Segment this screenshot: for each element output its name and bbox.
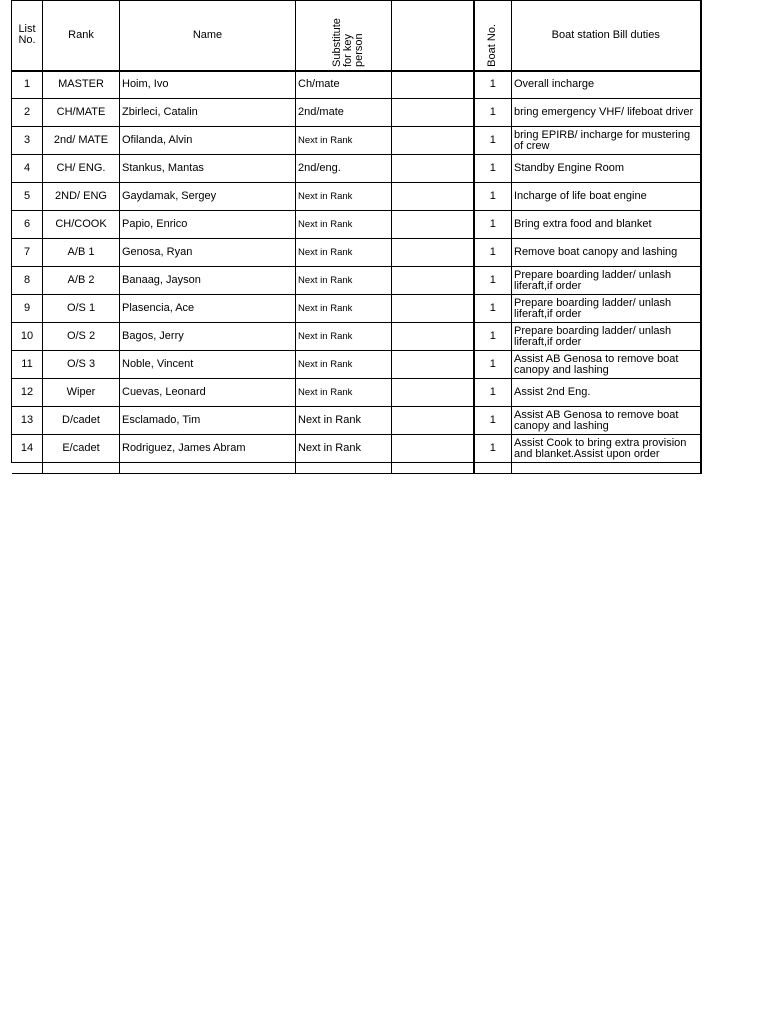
cell-name: Genosa, Ryan xyxy=(120,239,296,267)
cell-duties: Bring extra food and blanket xyxy=(512,211,701,239)
cell-substitute: Next in Rank xyxy=(296,267,392,295)
cell-name: Stankus, Mantas xyxy=(120,155,296,183)
empty-cell xyxy=(120,463,296,474)
cell-rank: A/B 2 xyxy=(43,267,120,295)
cell-substitute: Ch/mate xyxy=(296,71,392,99)
cell-list-no: 3 xyxy=(12,127,43,155)
cell-extra xyxy=(392,127,474,155)
cell-boat-no: 1 xyxy=(474,435,512,463)
cell-duties: Assist 2nd Eng. xyxy=(512,379,701,407)
cell-rank: CH/ ENG. xyxy=(43,155,120,183)
cell-name: Ofilanda, Alvin xyxy=(120,127,296,155)
cell-rank: CH/MATE xyxy=(43,99,120,127)
header-row xyxy=(12,1,701,71)
cell-substitute: Next in Rank xyxy=(296,127,392,155)
cell-substitute: Next in Rank xyxy=(296,407,392,435)
cell-list-no: 8 xyxy=(12,267,43,295)
cell-extra xyxy=(392,323,474,351)
table-row xyxy=(12,71,701,99)
table-row xyxy=(12,407,701,435)
cell-extra xyxy=(392,351,474,379)
cell-substitute: 2nd/eng. xyxy=(296,155,392,183)
header-substitute-cell xyxy=(296,1,392,71)
cell-rank: O/S 2 xyxy=(43,323,120,351)
cell-name: Banaag, Jayson xyxy=(120,267,296,295)
cell-list-no: 5 xyxy=(12,183,43,211)
header-boat-no-cell xyxy=(474,1,512,71)
cell-extra xyxy=(392,211,474,239)
cell-rank: 2ND/ ENG xyxy=(43,183,120,211)
cell-list-no: 9 xyxy=(12,295,43,323)
cell-boat-no: 1 xyxy=(474,183,512,211)
table-row xyxy=(12,435,701,463)
cell-duties: Assist AB Genosa to remove boat canopy and lashing xyxy=(512,351,701,379)
cell-extra xyxy=(392,99,474,127)
empty-cell xyxy=(43,463,120,474)
cell-extra xyxy=(392,155,474,183)
cell-rank: O/S 1 xyxy=(43,295,120,323)
cell-extra xyxy=(392,407,474,435)
empty-row xyxy=(12,463,701,474)
header-substitute: Substitute for key person xyxy=(330,17,365,67)
cell-name: Zbirleci, Catalin xyxy=(120,99,296,127)
cell-substitute: Next in Rank xyxy=(296,323,392,351)
cell-name: Hoim, Ivo xyxy=(120,71,296,99)
cell-list-no: 14 xyxy=(12,435,43,463)
header-list-no: List No. xyxy=(12,1,43,71)
table-row xyxy=(12,99,701,127)
cell-extra xyxy=(392,183,474,211)
table-row xyxy=(12,351,701,379)
cell-boat-no: 1 xyxy=(474,239,512,267)
table-row xyxy=(12,267,701,295)
cell-list-no: 11 xyxy=(12,351,43,379)
cell-substitute: 2nd/mate xyxy=(296,99,392,127)
cell-extra xyxy=(392,379,474,407)
cell-substitute: Next in Rank xyxy=(296,351,392,379)
cell-boat-no: 1 xyxy=(474,323,512,351)
cell-substitute: Next in Rank xyxy=(296,295,392,323)
cell-extra xyxy=(392,239,474,267)
cell-duties: Assist AB Genosa to remove boat canopy and lashing xyxy=(512,407,701,435)
cell-boat-no: 1 xyxy=(474,407,512,435)
cell-boat-no: 1 xyxy=(474,379,512,407)
cell-name: Bagos, Jerry xyxy=(120,323,296,351)
cell-duties: Incharge of life boat engine xyxy=(512,183,701,211)
cell-duties: Prepare boarding ladder/ unlash liferaft,if order xyxy=(512,267,701,295)
cell-rank: MASTER xyxy=(43,71,120,99)
header-extra xyxy=(392,1,474,71)
cell-boat-no: 1 xyxy=(474,267,512,295)
cell-boat-no: 1 xyxy=(474,155,512,183)
empty-cell xyxy=(392,463,474,474)
cell-rank: Wiper xyxy=(43,379,120,407)
cell-name: Rodriguez, James Abram xyxy=(120,435,296,463)
cell-substitute: Next in Rank xyxy=(296,211,392,239)
cell-boat-no: 1 xyxy=(474,127,512,155)
table-row xyxy=(12,211,701,239)
cell-boat-no: 1 xyxy=(474,71,512,99)
boat-station-bill-table xyxy=(11,0,702,474)
cell-extra xyxy=(392,295,474,323)
cell-duties: Assist Cook to bring extra provision and blanket.Assist upon order xyxy=(512,435,701,463)
table-row xyxy=(12,183,701,211)
cell-substitute: Next in Rank xyxy=(296,435,392,463)
empty-cell xyxy=(12,463,43,474)
cell-name: Noble, Vincent xyxy=(120,351,296,379)
empty-cell xyxy=(474,463,512,474)
header-rank: Rank xyxy=(43,1,120,71)
cell-list-no: 6 xyxy=(12,211,43,239)
cell-name: Plasencia, Ace xyxy=(120,295,296,323)
table-row xyxy=(12,379,701,407)
cell-list-no: 12 xyxy=(12,379,43,407)
table-row xyxy=(12,239,701,267)
table-row xyxy=(12,295,701,323)
header-boat-no: Boat No. xyxy=(486,23,499,67)
cell-list-no: 1 xyxy=(12,71,43,99)
cell-substitute: Next in Rank xyxy=(296,379,392,407)
cell-list-no: 4 xyxy=(12,155,43,183)
cell-duties: bring emergency VHF/ lifeboat driver xyxy=(512,99,701,127)
cell-name: Esclamado, Tim xyxy=(120,407,296,435)
cell-extra xyxy=(392,435,474,463)
cell-boat-no: 1 xyxy=(474,351,512,379)
cell-duties: Overall incharge xyxy=(512,71,701,99)
cell-list-no: 7 xyxy=(12,239,43,267)
cell-duties: bring EPIRB/ incharge for mustering of crew xyxy=(512,127,701,155)
cell-duties: Standby Engine Room xyxy=(512,155,701,183)
cell-name: Cuevas, Leonard xyxy=(120,379,296,407)
cell-name: Papio, Enrico xyxy=(120,211,296,239)
cell-name: Gaydamak, Sergey xyxy=(120,183,296,211)
empty-cell xyxy=(296,463,392,474)
cell-rank: O/S 3 xyxy=(43,351,120,379)
cell-duties: Prepare boarding ladder/ unlash liferaft,if order xyxy=(512,295,701,323)
cell-substitute: Next in Rank xyxy=(296,239,392,267)
header-duties: Boat station Bill duties xyxy=(512,1,701,71)
cell-rank: A/B 1 xyxy=(43,239,120,267)
cell-rank: E/cadet xyxy=(43,435,120,463)
cell-list-no: 13 xyxy=(12,407,43,435)
cell-boat-no: 1 xyxy=(474,99,512,127)
empty-cell xyxy=(512,463,701,474)
cell-extra xyxy=(392,267,474,295)
cell-rank: D/cadet xyxy=(43,407,120,435)
cell-substitute: Next in Rank xyxy=(296,183,392,211)
cell-duties: Remove boat canopy and lashing xyxy=(512,239,701,267)
cell-rank: 2nd/ MATE xyxy=(43,127,120,155)
table-row xyxy=(12,127,701,155)
cell-list-no: 2 xyxy=(12,99,43,127)
cell-boat-no: 1 xyxy=(474,211,512,239)
cell-duties: Prepare boarding ladder/ unlash liferaft,if order xyxy=(512,323,701,351)
cell-list-no: 10 xyxy=(12,323,43,351)
cell-extra xyxy=(392,71,474,99)
cell-boat-no: 1 xyxy=(474,295,512,323)
table-row xyxy=(12,155,701,183)
table-row xyxy=(12,323,701,351)
table-body xyxy=(12,71,701,474)
header-name: Name xyxy=(120,1,296,71)
cell-rank: CH/COOK xyxy=(43,211,120,239)
